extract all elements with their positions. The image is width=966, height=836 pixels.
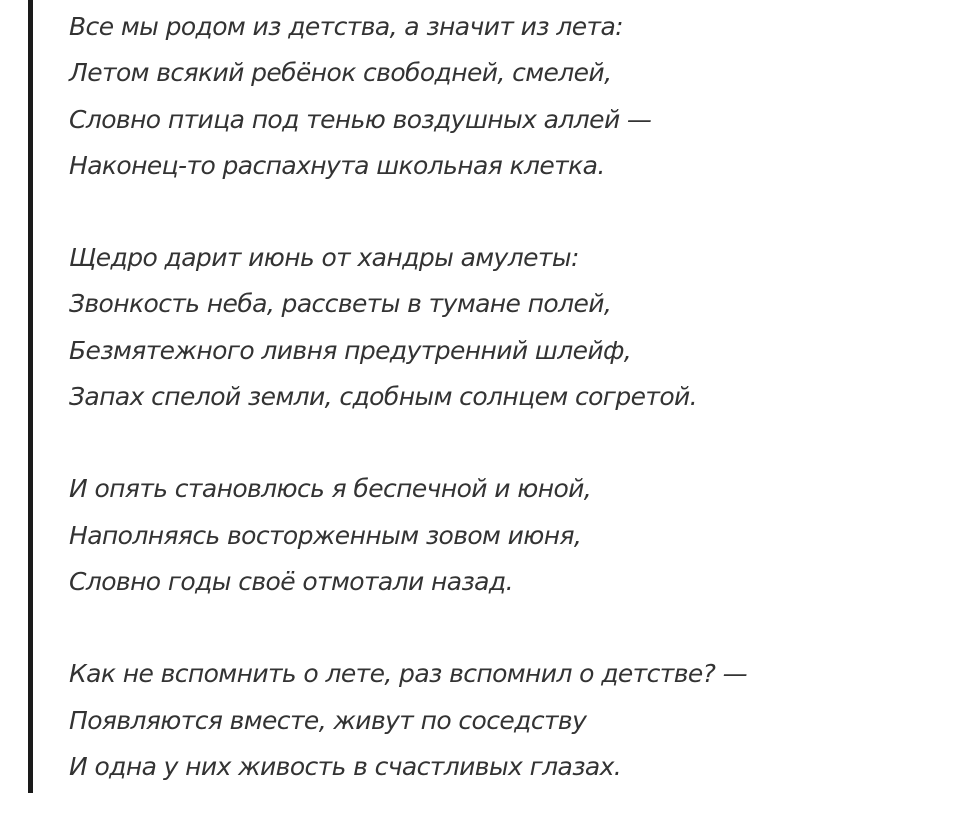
poem-line: Запах спелой земли, сдобным солнцем согретой.	[69, 382, 698, 412]
stanza-1	[69, 4, 949, 189]
poem-blockquote	[69, 4, 949, 836]
poem-line: Безмятежного ливня предутренний шлейф,	[69, 335, 632, 365]
poem-line: Наполняясь восторженным зовом июня,	[69, 520, 582, 550]
stanza-4	[69, 651, 949, 790]
poem-line: Как не вспомнить о лете, раз вспомнил о детстве? —	[69, 659, 748, 689]
poem-line: И одна у них живость в счастливых глазах.	[69, 751, 622, 781]
poem-line: Летом всякий ребёнок свободней, смелей,	[69, 58, 612, 88]
poem-line: Наконец-то распахнута школьная клетка.	[69, 150, 605, 180]
poem-line: Словно птица под тенью воздушных аллей —	[69, 104, 652, 134]
poem-line: Появляются вместе, живут по соседству	[69, 705, 587, 735]
poem-line: И опять становлюсь я беспечной и юной,	[69, 474, 592, 504]
blockquote-border	[28, 0, 33, 793]
poem-line: Щедро дарит июнь от хандры амулеты:	[69, 243, 579, 273]
poem-line: Словно годы своё отмотали назад.	[69, 566, 513, 596]
poem-line: Звонкость неба, рассветы в тумане полей,	[69, 289, 612, 319]
stanza-2	[69, 235, 949, 420]
stanza-3	[69, 466, 949, 605]
poem-line: Все мы родом из детства, а значит из лета:	[69, 12, 623, 41]
